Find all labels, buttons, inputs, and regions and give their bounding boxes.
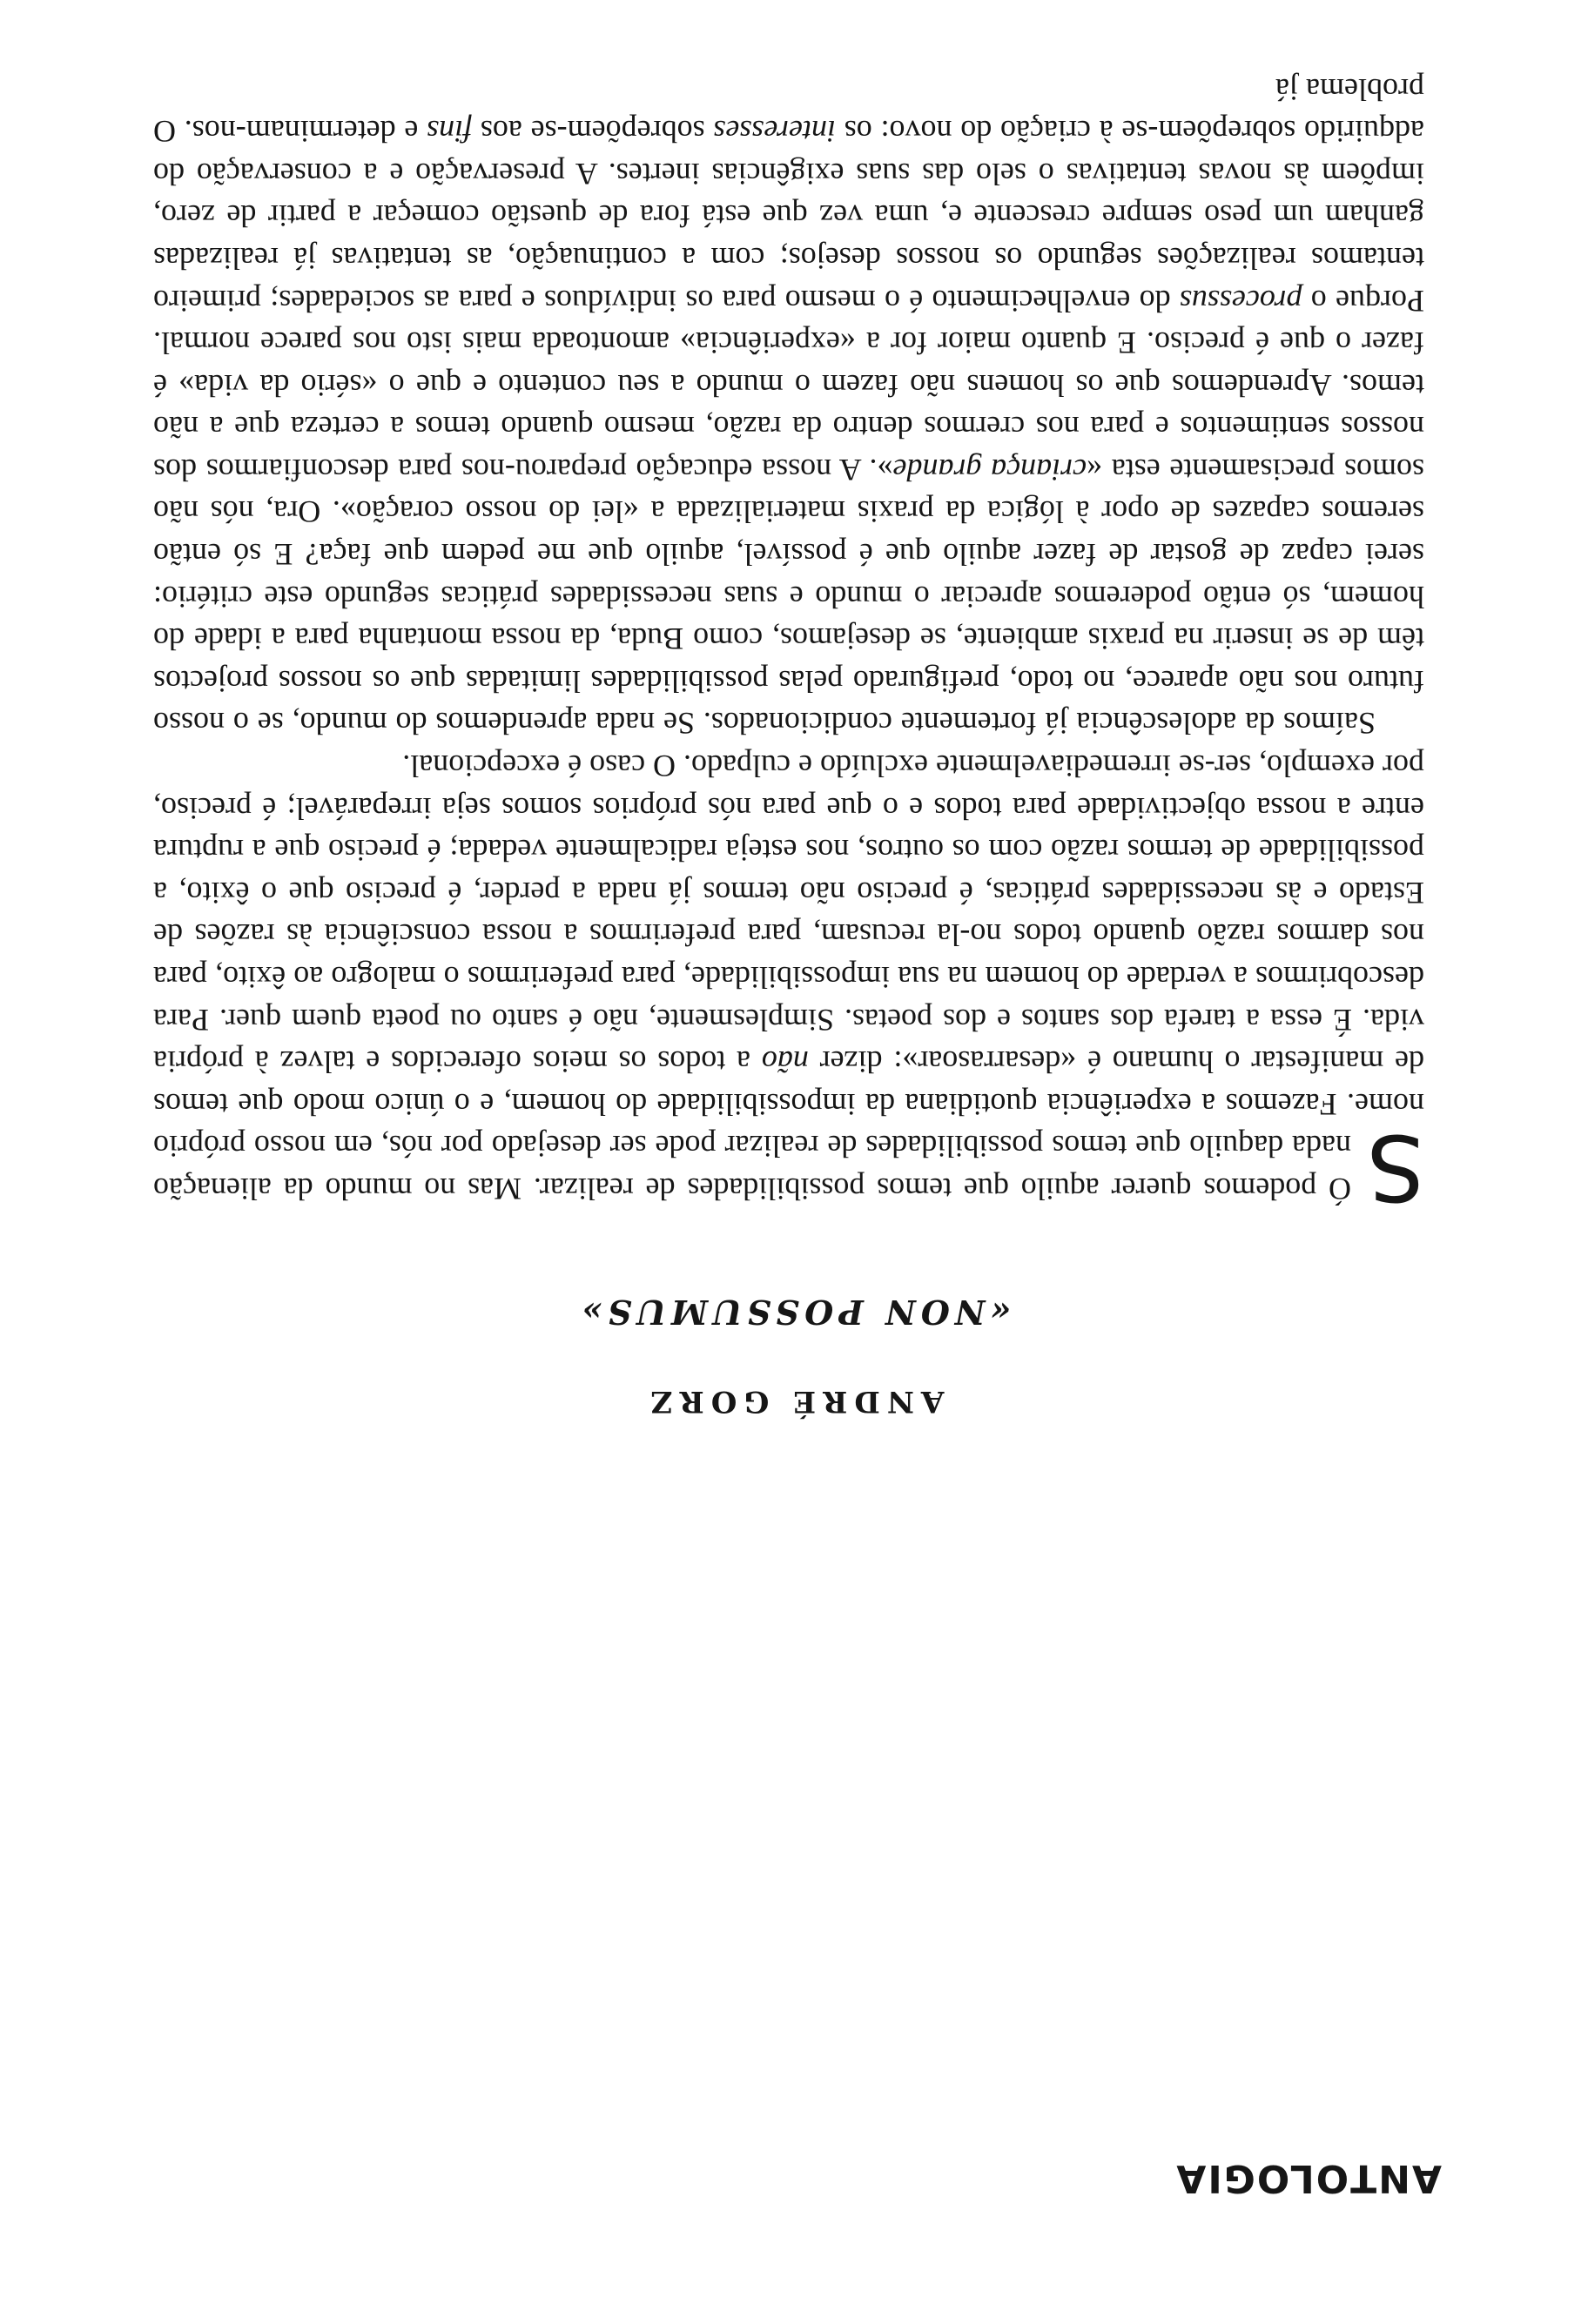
paragraph-2-text-e: e determinam-nos. O problema já [152,71,1424,150]
emphasis-crianca-grande: criança grande [892,452,1087,487]
paragraph-1 [153,744,1424,1220]
paragraph-2 [153,68,1424,745]
paragraph-2-text: Saímos da adolescência já fortemente condicionados. Se nada aprendemos do mundo, se o nosso futuro nos não aparece, no todo, prefigurado pelas possibilidades limitadas que os nossos projectos têm de se inserir na praxis ambiente, se desejamos, como Buda, da nossa montanha para a idade do homem, só então poderemos apreciar o mundo e suas necessidades práticas segundo este critério: serei capaz de gostar de fazer aquilo que é possível, aquilo que me pedem que faça? E só então seremos capazes de opor à lógica da praxis materializada a «lei do nosso coração». Ora, nós não somos precisamente esta « [153,452,1424,742]
paragraph-2-text-c: do envelhecimento é o mesmo para os indivíduos e para as sociedades; primeiro tentamos realizações segundo os nossos desejos; com a continuação, as tentativas já realizadas ganham um peso sempre crescente e, uma vez que está fora de questão começar a partir de zero, impõem às novas tentativas o selo das suas exigências inertes. A preservação e a conservação do adquirido sobrepõem-se à criação do novo: os [153,114,1424,319]
emphasis-processus: processus [1179,283,1302,319]
section-label: ANTOLOGIA [1174,2156,1442,2200]
emphasis-nao: não [761,1044,809,1080]
essay-title: «NON POSSUMUS» [576,1293,1012,1332]
article-body [152,68,1424,1220]
paragraph-2-text-d: sobrepõem-se aos [472,114,714,150]
paragraph-1-text-cont: a todos os meios oferecidos e talvez à própria vida. É essa a tarefa dos santos e dos poetas. Simplesmente, não é santo ou poeta quem quer. Para descobrirmos a verdade do homem na sua impossibilidade, para preferirmos o malogro ao êxito, para nos darmos razão quando todos no-la recusam, para preferirmos a nossa consciência às razões de Estado e às necessidades práticas, é preciso não termos já nada a perder, é preciso que o êxito, a possibilidade de termos razão com os outros, nos esteja radicalmente vedada; é preciso que a ruptura entre a nossa objectividade para todos e o que para nós próprios somos seja irreparável; é preciso, por exemplo, ser-se irremediavelmente excluído e culpado. O caso é excepcional. [153,749,1424,1080]
paragraph-2-text-b: ». A nossa educação preparou-nos para desconfiarmos dos nossos sentimentos e para nos crermos dentro da razão, mesmo quando temos a certeza que a não temos. Aprendemos que os homens não fazem o mundo a seu contento e que o «sério da vida» é fazer o que é preciso. E quanto maior for a «experiência» amontoada mais isto nos parece normal. Porque o [153,283,1424,487]
author-name: ANDRÉ GORZ [643,1384,945,1419]
drop-cap: S [1366,1114,1424,1220]
paragraph-1-text: Ó podemos querer aquilo que temos possibilidades de realizar. Mas no mundo da alienação nada daquilo que temos possibilidades de realizar pode ser desejado por nós, em nosso próprio nome. Fazemos a experiência quotidiana da impossibilidade do homem, e o único modo que temos de manifestar o humano é «desarrasoar»: dizer [153,1044,1424,1206]
emphasis-interesses: interesses [713,114,836,150]
emphasis-fins: fins [427,114,473,150]
